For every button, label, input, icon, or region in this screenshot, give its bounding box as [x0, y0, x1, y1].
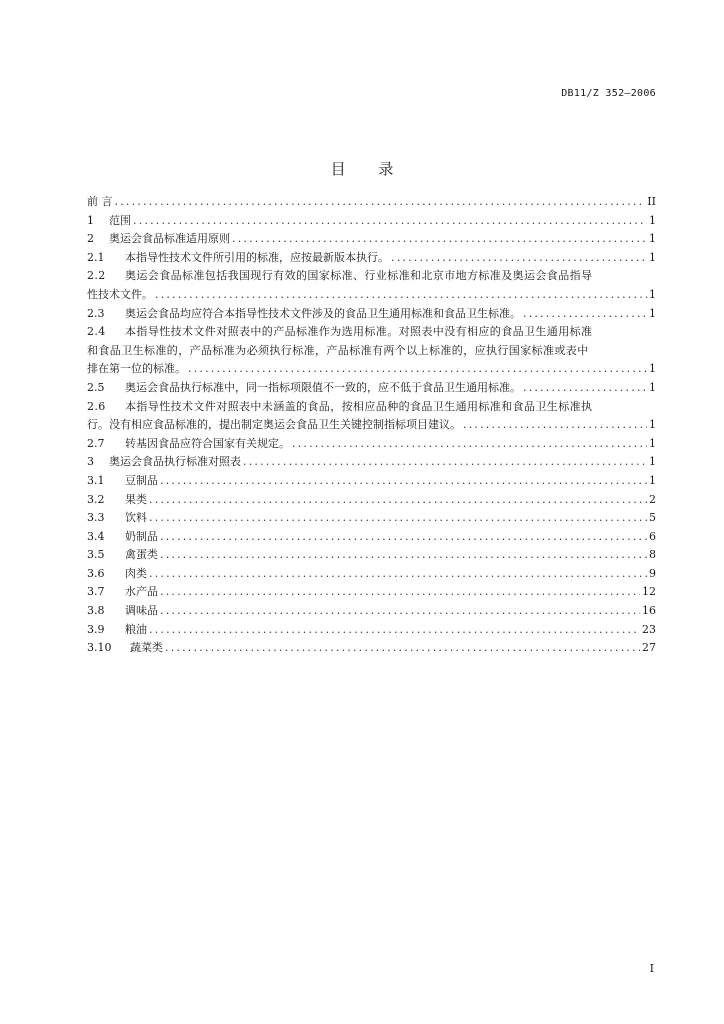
page-title: 目 录	[330, 160, 408, 178]
dot-leader	[463, 416, 647, 435]
toc-entry-title: 果类	[125, 492, 147, 506]
toc-entry-title: 奥运会食品标准适用原则	[109, 232, 230, 246]
toc-entry-title: 奥运会食品均应符合本指导性技术文件涉及的食品卫生通用标准和食品卫生标准。	[125, 306, 521, 320]
toc-entry-title: 禽蛋类	[125, 548, 158, 562]
dot-leader	[160, 583, 640, 602]
toc-entry-page: 1	[649, 455, 656, 469]
dot-leader	[523, 379, 647, 398]
toc-entry-title: 奶制品	[125, 529, 158, 543]
toc-entry-page: 1	[649, 418, 656, 432]
dot-leader	[155, 286, 647, 305]
toc-entry-number: 3.6	[87, 566, 105, 580]
toc-entry-number: 3.7	[87, 585, 105, 599]
toc-entry[interactable]	[87, 193, 656, 212]
toc-entry-title: 奥运会食品执行标准中，同一指标项限值不一致的，应不低于食品卫生通用标准。	[125, 380, 521, 394]
toc-entry[interactable]	[87, 565, 656, 584]
toc-entry-number: 3.2	[87, 492, 105, 506]
toc-entry[interactable]	[87, 583, 656, 602]
toc-entry-page: 2	[649, 492, 656, 506]
toc-entry-number: 3.10	[87, 641, 112, 655]
toc-entry[interactable]	[87, 509, 656, 528]
toc-entry-title: 性技术文件。	[87, 287, 153, 301]
toc-entry-number: 3	[87, 455, 94, 469]
toc-entry-number: 3.5	[87, 548, 105, 562]
toc-entry-page: 1	[649, 232, 656, 246]
toc-entry-page: 1	[649, 306, 656, 320]
toc-entry-title: 转基因食品应符合国家有关规定。	[125, 436, 290, 450]
toc-entry-title: 肉类	[125, 566, 147, 580]
dot-leader	[160, 472, 647, 491]
table-of-contents	[87, 193, 656, 658]
dot-leader	[523, 305, 647, 324]
dot-leader	[149, 491, 647, 510]
toc-entry-title: 行。没有相应食品标准的，提出制定奥运会食品卫生关键控制指标项目建议。	[87, 418, 461, 432]
toc-entry-page: 1	[649, 380, 656, 394]
dot-leader	[160, 546, 647, 565]
toc-entry[interactable]	[87, 639, 656, 658]
dot-leader	[149, 509, 647, 528]
toc-entry[interactable]	[87, 230, 656, 249]
toc-entry[interactable]	[87, 546, 656, 565]
toc-entry-page: 5	[649, 511, 656, 525]
toc-entry-number: 2	[87, 232, 94, 246]
toc-entry-number: 2.3	[87, 306, 105, 320]
toc-entry[interactable]	[87, 435, 656, 454]
dot-leader	[232, 230, 647, 249]
toc-entry-number: 2.4	[87, 325, 106, 339]
dot-leader	[243, 453, 647, 472]
toc-entry[interactable]	[87, 528, 656, 547]
toc-entry-title: 奥运会食品标准包括我国现行有效的国家标准、行业标准和北京市地方标准及奥运会食品指导	[125, 269, 593, 283]
toc-entry-page: 8	[649, 548, 656, 562]
toc-entry[interactable]	[87, 267, 656, 304]
toc-entry-page: 1	[649, 436, 656, 450]
toc-entry-number: 3.3	[87, 511, 105, 525]
toc-entry[interactable]	[87, 602, 656, 621]
toc-entry-number: 3.8	[87, 604, 105, 618]
toc-entry-title: 排在第一位的标准。	[87, 362, 186, 376]
page-number: I	[649, 962, 654, 975]
toc-entry[interactable]	[87, 212, 656, 231]
toc-entry-title: 和食品卫生标准的，产品标准为必须执行标准，产品标准有两个以上标准的，应执行国家标准或表中	[87, 343, 589, 357]
toc-entry-number: 2.5	[87, 380, 105, 394]
toc-entry-number: 2.1	[87, 250, 105, 264]
toc-entry-page: 1	[649, 250, 656, 264]
toc-entry-title: 粮油	[125, 622, 147, 636]
toc-entry-page: II	[647, 195, 656, 208]
toc-entry-title: 范围	[109, 213, 131, 227]
toc-entry[interactable]	[87, 305, 656, 324]
toc-entry-title: 本指导性技术文件所引用的标准，应按最新版本执行。	[125, 250, 389, 264]
toc-entry-title: 水产品	[125, 585, 158, 599]
toc-entry-title: 饮料	[125, 511, 147, 525]
toc-entry[interactable]	[87, 323, 656, 379]
toc-entry-number: 3.9	[87, 622, 105, 636]
dot-leader	[115, 193, 646, 212]
toc-entry-title: 本指导性技术文件对照表中未涵盖的食品，按相应品种的食品卫生通用标准和食品卫生标准执	[125, 399, 593, 413]
document-code: DB11/Z 352—2006	[561, 88, 656, 99]
dot-leader	[160, 602, 640, 621]
dot-leader	[160, 528, 647, 547]
toc-entry[interactable]	[87, 249, 656, 268]
toc-entry-number: 2.2	[87, 269, 106, 283]
toc-entry[interactable]	[87, 621, 656, 640]
toc-entry-title: 奥运会食品执行标准对照表	[109, 455, 241, 469]
toc-entry-number: 3.4	[87, 529, 105, 543]
toc-entry-page: 27	[642, 641, 656, 655]
toc-entry-page: 12	[642, 585, 656, 599]
dot-leader	[391, 249, 647, 268]
toc-entry-page: 1	[649, 287, 656, 301]
dot-leader	[188, 360, 647, 379]
toc-entry[interactable]	[87, 491, 656, 510]
toc-entry-page: 9	[649, 566, 656, 580]
toc-entry-number: 2.6	[87, 399, 106, 413]
toc-entry[interactable]	[87, 379, 656, 398]
toc-entry-title: 本指导性技术文件对照表中的产品标准作为选用标准。对照表中没有相应的食品卫生通用标准	[125, 325, 593, 339]
toc-entry-page: 1	[649, 473, 656, 487]
toc-entry-title: 豆制品	[125, 473, 158, 487]
toc-entry[interactable]	[87, 453, 656, 472]
toc-entry-page: 16	[642, 604, 656, 618]
toc-entry[interactable]	[87, 472, 656, 491]
dot-leader	[133, 212, 647, 231]
toc-entry-page: 23	[642, 622, 656, 636]
toc-entry-title: 前 言	[87, 195, 113, 208]
toc-entry-number: 1	[87, 213, 94, 227]
dot-leader	[149, 621, 640, 640]
dot-leader	[292, 435, 647, 454]
toc-entry-page: 1	[649, 213, 656, 227]
toc-entry-number: 3.1	[87, 473, 105, 487]
toc-entry-page: 6	[649, 529, 656, 543]
dot-leader	[149, 565, 647, 584]
toc-entry-title: 蔬菜类	[130, 641, 163, 655]
dot-leader	[165, 639, 640, 658]
toc-entry[interactable]	[87, 398, 656, 435]
toc-entry-title: 调味品	[125, 604, 158, 618]
toc-entry-number: 2.7	[87, 436, 105, 450]
toc-entry-page: 1	[649, 362, 656, 376]
